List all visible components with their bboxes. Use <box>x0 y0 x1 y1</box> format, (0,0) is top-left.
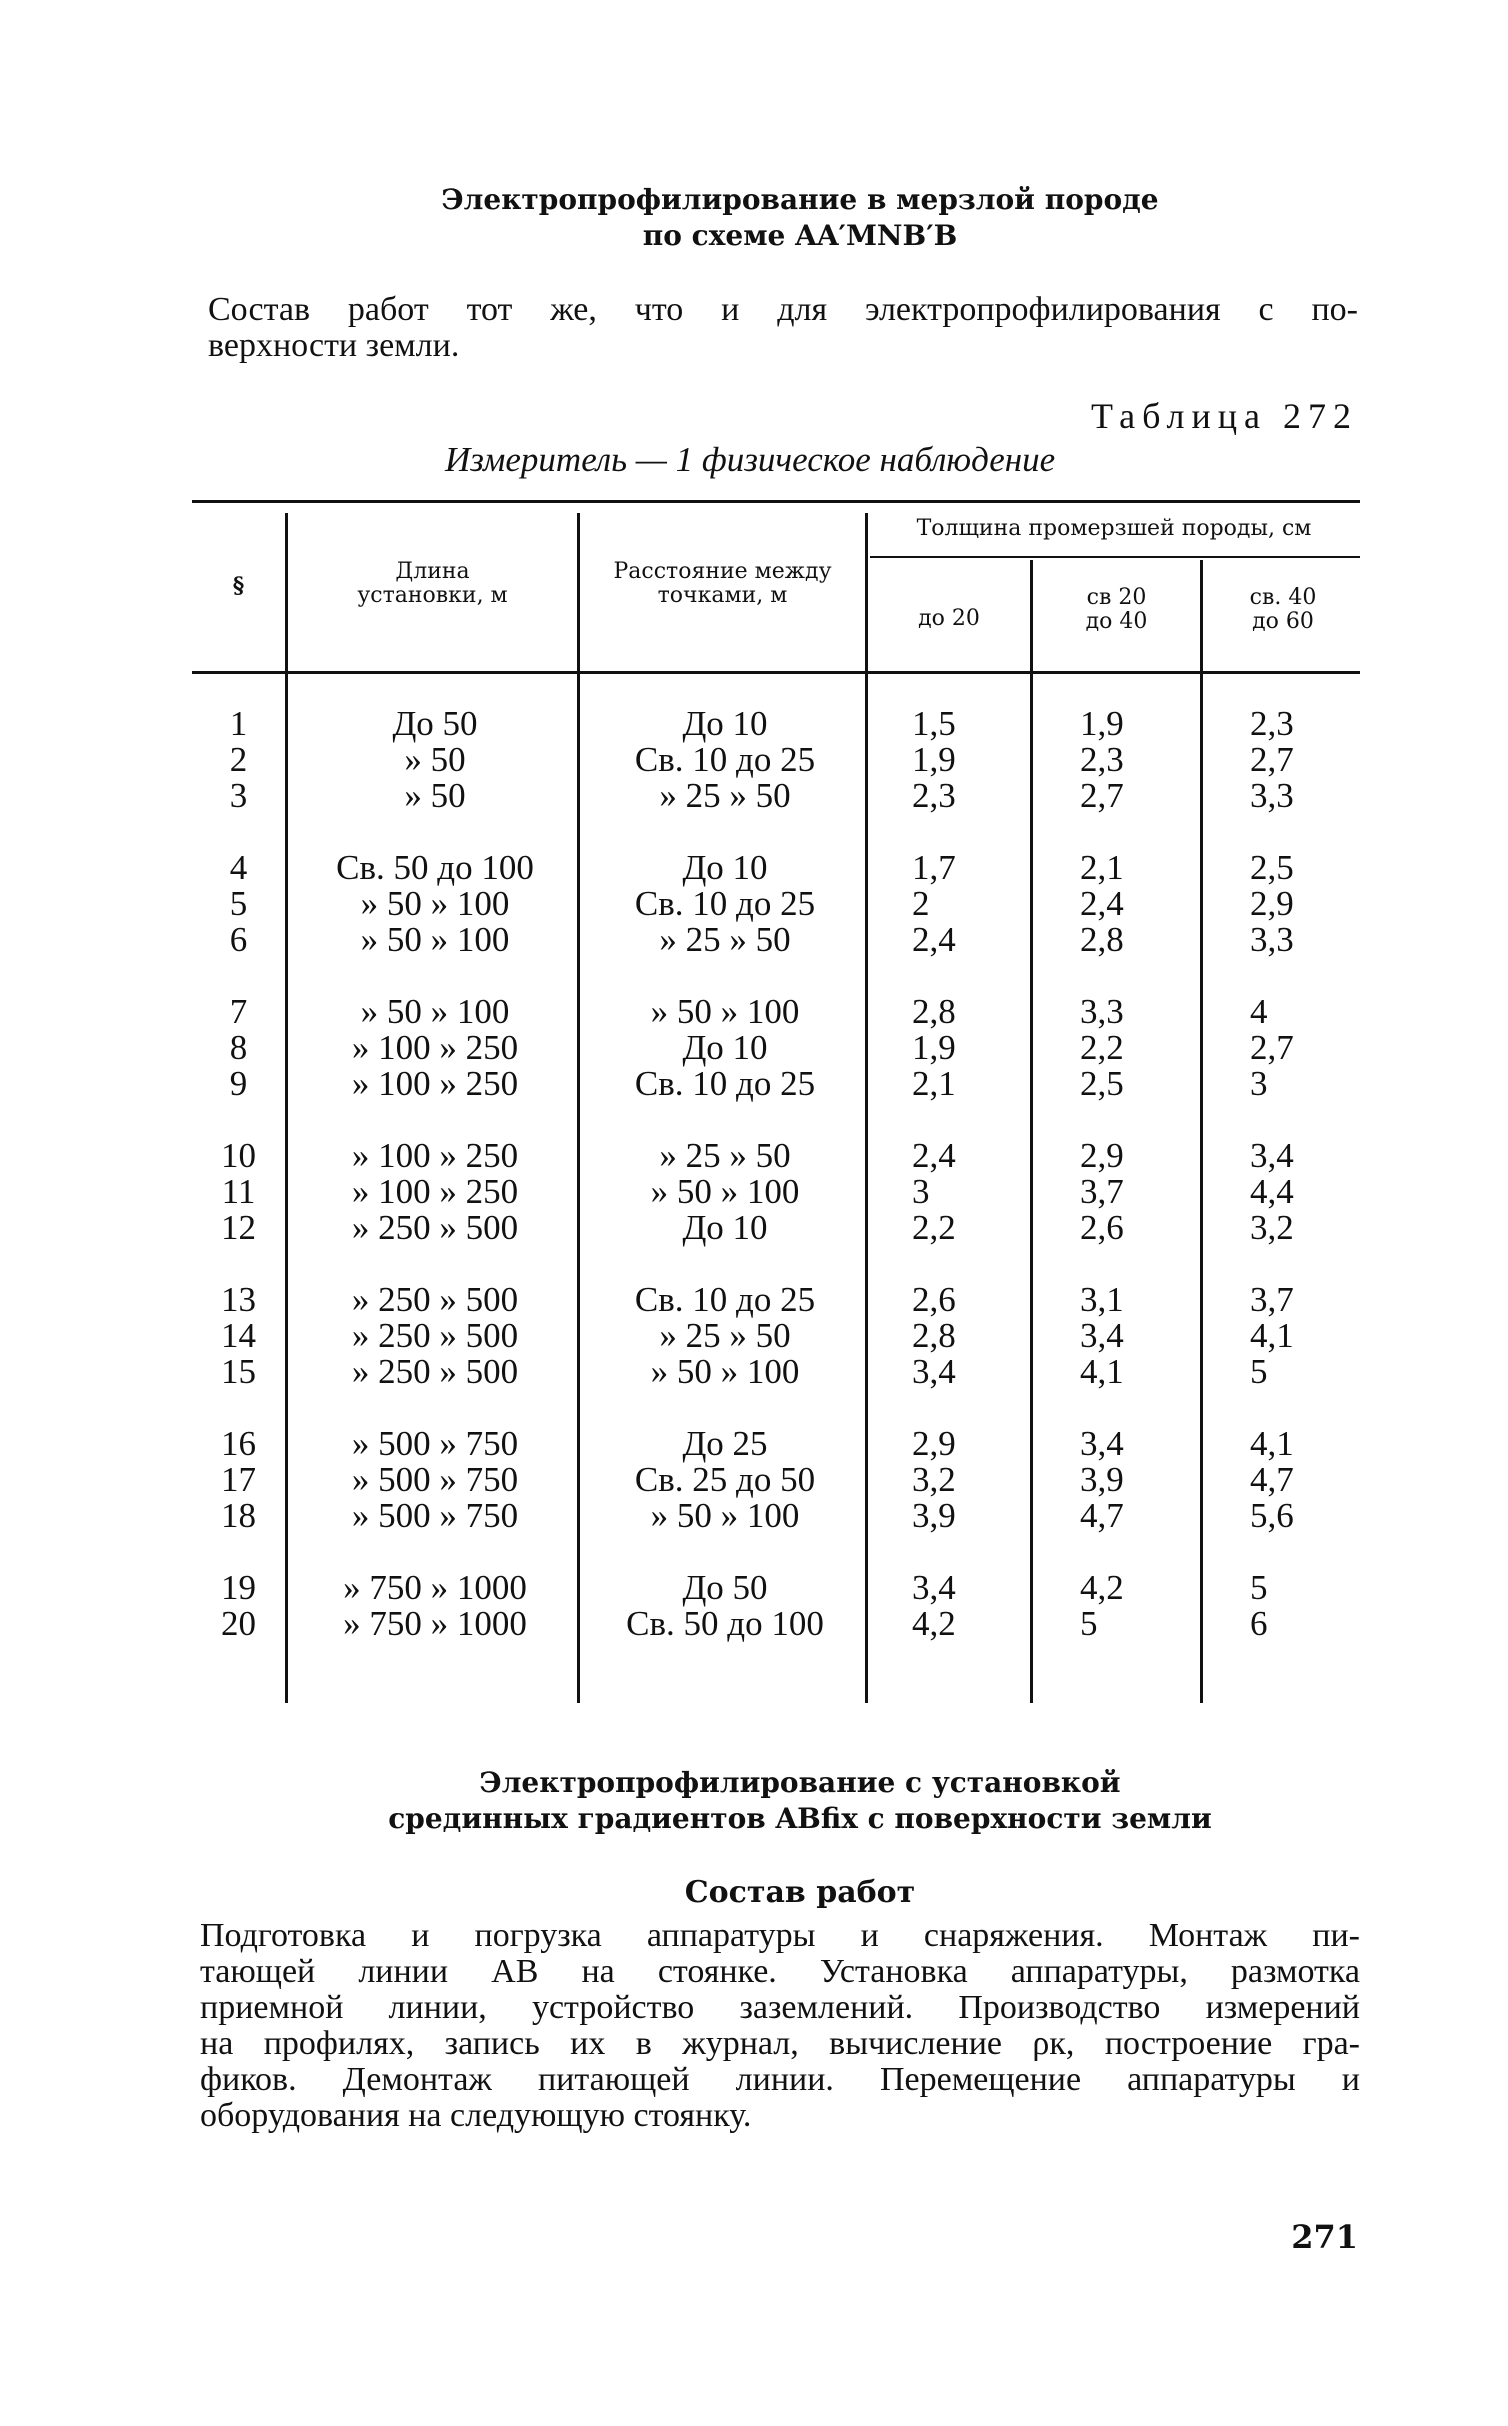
table-cell-v1: 2,9 <box>912 1424 956 1463</box>
table-cell-v2: 4,2 <box>1080 1568 1124 1607</box>
table-cell-v2: 2,6 <box>1080 1208 1124 1247</box>
header-col3 <box>1203 586 1363 634</box>
table-top-rule <box>192 500 1360 503</box>
table-cell-v1: 2,6 <box>912 1280 956 1319</box>
table-cell-v1: 2,3 <box>912 776 956 815</box>
table-cell-v1: 3,4 <box>912 1352 956 1391</box>
header-length-line1: Длина <box>395 559 470 584</box>
table-cell-v3: 3,2 <box>1250 1208 1294 1247</box>
header-distance <box>580 560 865 608</box>
table-cell-length: Св. 50 до 100 <box>336 848 534 887</box>
header-thickness: Толщина промерзшей породы, см <box>916 516 1312 541</box>
table-cell-num: 6 <box>229 920 248 959</box>
table-cell-v1: 2,1 <box>912 1064 956 1103</box>
table-cell-distance: До 50 <box>682 1568 768 1607</box>
table-cell-v1: 1,9 <box>912 740 956 779</box>
header-distance-line1: Расстояние между <box>613 559 832 584</box>
section2-text-line: тающей линии АВ на стоянке. Установка аппаратуры, размотка <box>200 1953 1360 1990</box>
table-cell-v3: 2,3 <box>1250 704 1294 743</box>
table-cell-num: 1 <box>229 704 248 743</box>
table-cell-num: 8 <box>229 1028 248 1067</box>
table-cell-v1: 2 <box>912 884 930 923</box>
column-divider <box>285 513 288 1703</box>
table-caption: Таблица 272 <box>1091 396 1358 436</box>
table-cell-v3: 5 <box>1250 1352 1268 1391</box>
table-cell-distance: До 10 <box>682 848 768 887</box>
table-cell-v1: 2,4 <box>912 1136 956 1175</box>
column-divider <box>1200 560 1203 1703</box>
table-cell-v2: 2,9 <box>1080 1136 1124 1175</box>
header-distance-line2: точками, м <box>657 583 788 608</box>
table-cell-num: 5 <box>229 884 248 923</box>
table-cell-length: » 750 » 1000 <box>343 1604 527 1643</box>
section1-text-line2: верхности земли. <box>208 327 460 364</box>
table-cell-v2: 3,9 <box>1080 1460 1124 1499</box>
table-cell-v2: 3,1 <box>1080 1280 1124 1319</box>
table-cell-distance: Св. 25 до 50 <box>634 1460 816 1499</box>
column-divider <box>865 513 868 1703</box>
table-cell-v2: 3,3 <box>1080 992 1124 1031</box>
table-cell-v1: 3 <box>912 1172 930 1211</box>
section2-title-line1: Электропрофилирование с установкой <box>479 1766 1121 1799</box>
table-cell-distance: Св. 10 до 25 <box>634 1064 816 1103</box>
table-cell-length: » 250 » 500 <box>351 1208 519 1247</box>
table-cell-distance: До 10 <box>682 704 768 743</box>
header-sub-rule <box>870 556 1360 558</box>
table-cell-length: » 250 » 500 <box>351 1352 519 1391</box>
header-bottom-rule <box>192 671 1360 674</box>
header-length-line2: установки, м <box>357 583 508 608</box>
table-cell-distance: До 10 <box>682 1028 768 1067</box>
section2-text-line: фиков. Демонтаж питающей линии. Перемещение аппаратуры и <box>200 2061 1360 2098</box>
section1-title-line2: по схеме AA′MNB′B <box>642 219 958 252</box>
table-cell-distance: Св. 10 до 25 <box>634 1280 816 1319</box>
table-cell-v3: 5 <box>1250 1568 1268 1607</box>
table-cell-v2: 4,7 <box>1080 1496 1124 1535</box>
table-cell-length: » 50 » 100 <box>360 920 510 959</box>
table-cell-num: 20 <box>221 1604 256 1643</box>
table-cell-num: 17 <box>221 1460 256 1499</box>
table-cell-distance: » 25 » 50 <box>659 776 791 815</box>
table-cell-v2: 2,4 <box>1080 884 1124 923</box>
table-cell-v3: 4 <box>1250 992 1268 1031</box>
table-cell-v1: 2,4 <box>912 920 956 959</box>
table-cell-num: 9 <box>229 1064 248 1103</box>
table-cell-num: 19 <box>221 1568 256 1607</box>
table-cell-v2: 4,1 <box>1080 1352 1124 1391</box>
section1-text-line1: Состав работ тот же, что и для электропрофилирования с по- <box>208 291 1358 328</box>
table-cell-distance: » 50 » 100 <box>650 1352 800 1391</box>
table-cell-v2: 3,4 <box>1080 1424 1124 1463</box>
table-cell-v3: 3 <box>1250 1064 1268 1103</box>
table-cell-distance: » 50 » 100 <box>650 1496 800 1535</box>
table-cell-distance: До 25 <box>682 1424 768 1463</box>
table-cell-num: 12 <box>221 1208 256 1247</box>
table-cell-distance: » 50 » 100 <box>650 992 800 1031</box>
section2-text <box>200 1918 1360 2134</box>
table-cell-v1: 1,9 <box>912 1028 956 1067</box>
table-cell-length: » 100 » 250 <box>351 1172 519 1211</box>
table-cell-v2: 2,5 <box>1080 1064 1124 1103</box>
table-measure: Измеритель — 1 физическое наблюдение <box>445 440 1056 479</box>
table-cell-v3: 4,7 <box>1250 1460 1294 1499</box>
table-cell-distance: До 10 <box>682 1208 768 1247</box>
column-divider <box>1030 560 1033 1703</box>
table-cell-num: 10 <box>221 1136 256 1175</box>
table-cell-v1: 4,2 <box>912 1604 956 1643</box>
table-cell-num: 18 <box>221 1496 256 1535</box>
section2-text-line: приемной линии, устройство заземлений. Производство измерений <box>200 1989 1360 2026</box>
header-col2-line1: св 20 <box>1086 585 1147 610</box>
table-cell-length: » 500 » 750 <box>351 1460 519 1499</box>
table-cell-length: » 500 » 750 <box>351 1496 519 1535</box>
table-cell-v2: 2,3 <box>1080 740 1124 779</box>
table-cell-num: 15 <box>221 1352 256 1391</box>
header-col3-line1: св. 40 <box>1249 585 1317 610</box>
table-cell-v2: 3,7 <box>1080 1172 1124 1211</box>
header-col3-line2: до 60 <box>1252 609 1314 634</box>
table-cell-v1: 2,8 <box>912 1316 956 1355</box>
table-cell-length: » 250 » 500 <box>351 1316 519 1355</box>
table-cell-v3: 6 <box>1250 1604 1268 1643</box>
column-divider <box>577 513 580 1703</box>
header-length <box>288 560 577 608</box>
header-col2-line2: до 40 <box>1085 609 1148 634</box>
table-cell-num: 14 <box>221 1316 256 1355</box>
table-cell-distance: Св. 50 до 100 <box>626 1604 824 1643</box>
section1-text <box>208 292 1358 364</box>
header-col2 <box>1033 586 1200 634</box>
table-cell-v1: 1,5 <box>912 704 956 743</box>
table-cell-v3: 2,9 <box>1250 884 1294 923</box>
section2-title-line2: срединных градиентов ABfix с поверхности земли <box>388 1802 1212 1835</box>
table-cell-length: » 500 » 750 <box>351 1424 519 1463</box>
table-cell-length: » 100 » 250 <box>351 1064 519 1103</box>
table-cell-length: » 50 » 100 <box>360 884 510 923</box>
table-cell-v3: 2,7 <box>1250 740 1294 779</box>
table-cell-v1: 1,7 <box>912 848 956 887</box>
table-cell-v3: 3,3 <box>1250 920 1294 959</box>
table-cell-length: » 750 » 1000 <box>343 1568 527 1607</box>
table-cell-distance: » 25 » 50 <box>659 920 791 959</box>
table-cell-v3: 4,1 <box>1250 1424 1294 1463</box>
page-number: 271 <box>1291 2218 1358 2256</box>
table-cell-v3: 4,4 <box>1250 1172 1294 1211</box>
table-cell-v2: 5 <box>1080 1604 1098 1643</box>
table-cell-num: 3 <box>229 776 248 815</box>
table-cell-v3: 3,3 <box>1250 776 1294 815</box>
table-cell-num: 4 <box>229 848 248 887</box>
table-cell-v2: 3,4 <box>1080 1316 1124 1355</box>
table-cell-length: » 100 » 250 <box>351 1028 519 1067</box>
table-cell-v3: 3,4 <box>1250 1136 1294 1175</box>
table-cell-v1: 2,8 <box>912 992 956 1031</box>
table-cell-num: 7 <box>229 992 248 1031</box>
table-cell-v2: 2,1 <box>1080 848 1124 887</box>
table-cell-v3: 5,6 <box>1250 1496 1294 1535</box>
table-cell-v3: 3,7 <box>1250 1280 1294 1319</box>
table-cell-v2: 2,2 <box>1080 1028 1124 1067</box>
table-cell-v1: 3,9 <box>912 1496 956 1535</box>
header-col1: до 20 <box>918 606 980 631</box>
table-cell-v1: 2,2 <box>912 1208 956 1247</box>
table-cell-distance: Св. 10 до 25 <box>634 884 816 923</box>
section2-subtitle: Состав работ <box>684 1875 916 1910</box>
table-cell-length: » 100 » 250 <box>351 1136 519 1175</box>
table-cell-length: До 50 <box>392 704 478 743</box>
section1-title-line1: Электропрофилирование в мерзлой породе <box>441 183 1159 216</box>
table-cell-length: » 50 <box>404 740 466 779</box>
table-cell-distance: » 25 » 50 <box>659 1316 791 1355</box>
table-cell-length: » 50 » 100 <box>360 992 510 1031</box>
section2-title <box>300 1765 1300 1837</box>
section2-text-line: оборудования на следующую стоянку. <box>200 2097 752 2134</box>
table-cell-distance: Св. 10 до 25 <box>634 740 816 779</box>
table-cell-num: 13 <box>221 1280 256 1319</box>
section1-title <box>300 182 1300 254</box>
table-cell-length: » 250 » 500 <box>351 1280 519 1319</box>
table-cell-distance: » 50 » 100 <box>650 1172 800 1211</box>
table-cell-num: 2 <box>229 740 248 779</box>
table-cell-num: 16 <box>221 1424 256 1463</box>
section2-text-line: Подготовка и погрузка аппаратуры и снаряжения. Монтаж пи- <box>200 1917 1360 1954</box>
header-number: § <box>232 573 245 599</box>
table-cell-v3: 2,5 <box>1250 848 1294 887</box>
table-cell-num: 11 <box>221 1172 256 1211</box>
table-cell-v2: 2,8 <box>1080 920 1124 959</box>
table-cell-length: » 50 <box>404 776 466 815</box>
section2-text-line: на профилях, запись их в журнал, вычисление ρк, построение гра- <box>200 2025 1360 2062</box>
table-cell-distance: » 25 » 50 <box>659 1136 791 1175</box>
table-cell-v2: 2,7 <box>1080 776 1124 815</box>
table-cell-v2: 1,9 <box>1080 704 1124 743</box>
table-cell-v1: 3,4 <box>912 1568 956 1607</box>
table-cell-v1: 3,2 <box>912 1460 956 1499</box>
table-cell-v3: 2,7 <box>1250 1028 1294 1067</box>
table-cell-v3: 4,1 <box>1250 1316 1294 1355</box>
